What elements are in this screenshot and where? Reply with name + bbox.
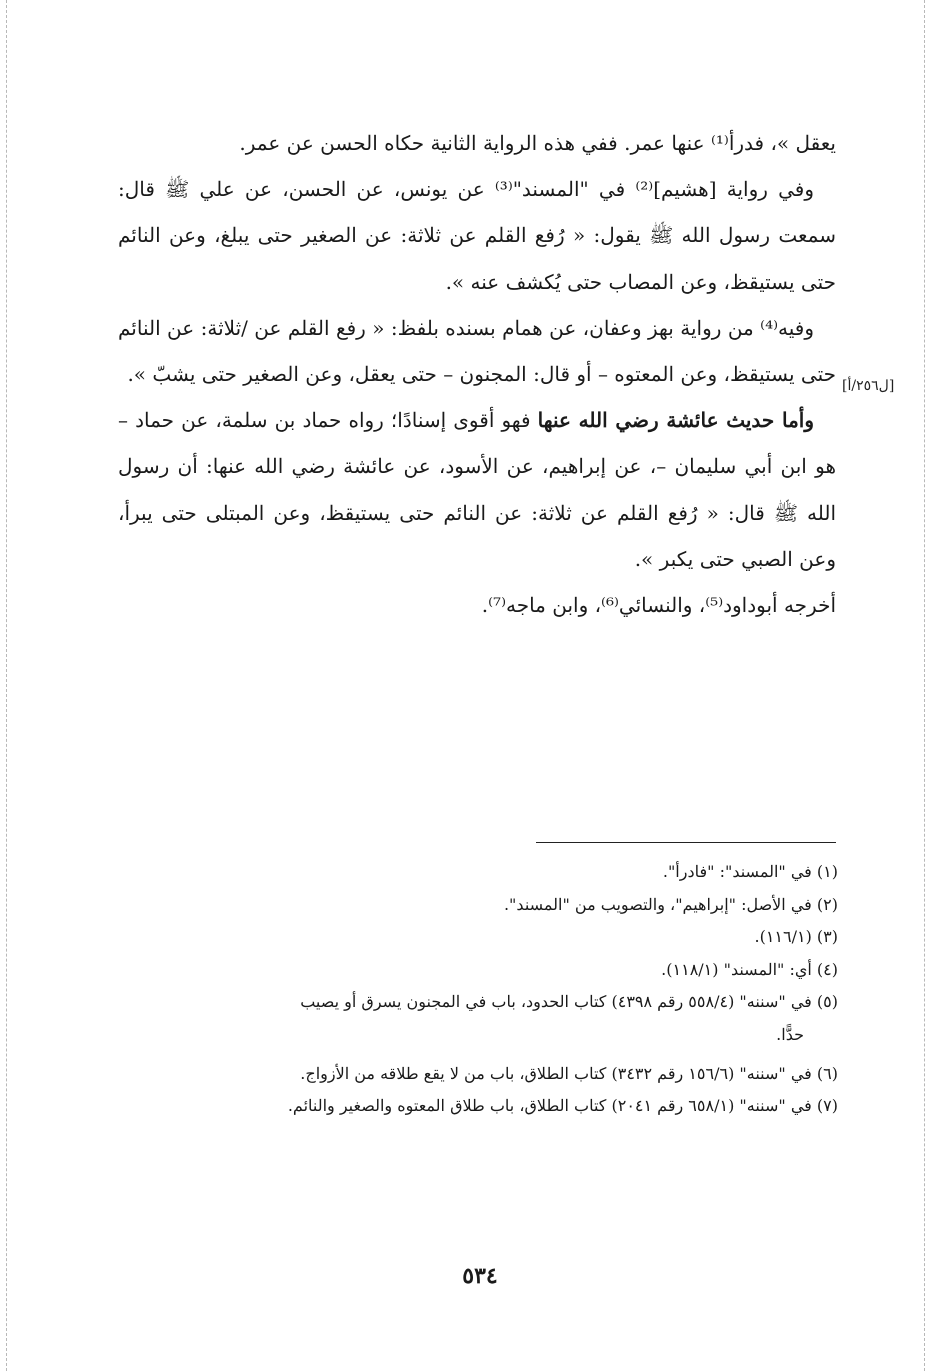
- page-number: ٥٣٤: [462, 1263, 498, 1289]
- footnotes: [126, 856, 838, 1123]
- paragraph-5: أخرجه أبوداود⁽⁵⁾، والنسائي⁽⁶⁾، وابن ماجه⁽⁷⁾.: [481, 593, 836, 618]
- manuscript-folio-note: [ل٢٥٦/أ]: [842, 378, 895, 394]
- paragraph-1: يعقل »، فدرأ⁽¹⁾ عنها عمر. ففي هذه الرواية الثانية حكاه الحسن عن عمر.: [239, 131, 836, 155]
- paragraph-2: وفي رواية [هشيم]⁽²⁾ في "المسند"⁽³⁾ عن يونس، عن الحسن، عن علي ﷺ قال: سمعت رسول الله ﷺ يقول: « رُفع القلم عن ثلاثة: عن الصغير حتى يبلغ، وعن النائم حتى يستيقظ، وعن المصاب حتى يُكشف عنه ».: [118, 177, 836, 294]
- footnote-5: (٥) في "سننه" (٥٥٨/٤ رقم ٤٣٩٨) كتاب الحدود، باب في المجنون يسرق أو يصيب: [300, 992, 838, 1012]
- paragraph-4: [118, 397, 836, 582]
- paragraph-3: وفيه⁽⁴⁾ من رواية بهز وعفان، عن همام بسنده بلفظ: « رفع القلم عن /ثلاثة: عن النائم حتى يستيقظ، وعن المعتوه – أو قال: المجنون – حتى يعقل، وعن الصغير حتى يشبّ ».: [118, 315, 836, 387]
- footnote-separator: [536, 842, 836, 843]
- footnote-1: (١) في "المسند": "فادرأ".: [662, 862, 838, 881]
- footnote-6: (٦) في "سننه" (١٥٦/٦ رقم ٣٤٣٢) كتاب الطلاق، باب من لا يقع طلاقه من الأزواج.: [300, 1063, 838, 1083]
- paragraph-4-text: فهو أقوى إسنادًا؛ رواه حماد بن سلمة، عن حماد – هو ابن أبي سليمان –، عن إبراهيم، عن الأسود، عن عائشة رضي الله عنها: أن رسول الله ﷺ قال: « رُفع القلم عن ثلاثة: عن النائم حتى يستيقظ، وعن المبتلى حتى يبرأ، وعن الصبي حتى يكبر ».: [118, 408, 836, 571]
- footnote-4: (٤) أي: "المسند" (١١٨/١).: [661, 959, 838, 979]
- footnote-3: (٣) (١١٦/١).: [754, 927, 838, 947]
- footnote-5-continuation: حدًّا.: [776, 1024, 804, 1044]
- bold-lead-text: وأما حديث عائشة رضي الله عنها: [537, 408, 814, 433]
- main-text: [118, 120, 836, 628]
- footnote-2: (٢) في الأصل: "إبراهيم"، والتصويب من "المسند".: [503, 894, 838, 914]
- footnote-7: (٧) في "سننه" (٦٥٨/١ رقم ٢٠٤١) كتاب الطلاق، باب طلاق المعتوه والصغير والنائم.: [287, 1096, 838, 1116]
